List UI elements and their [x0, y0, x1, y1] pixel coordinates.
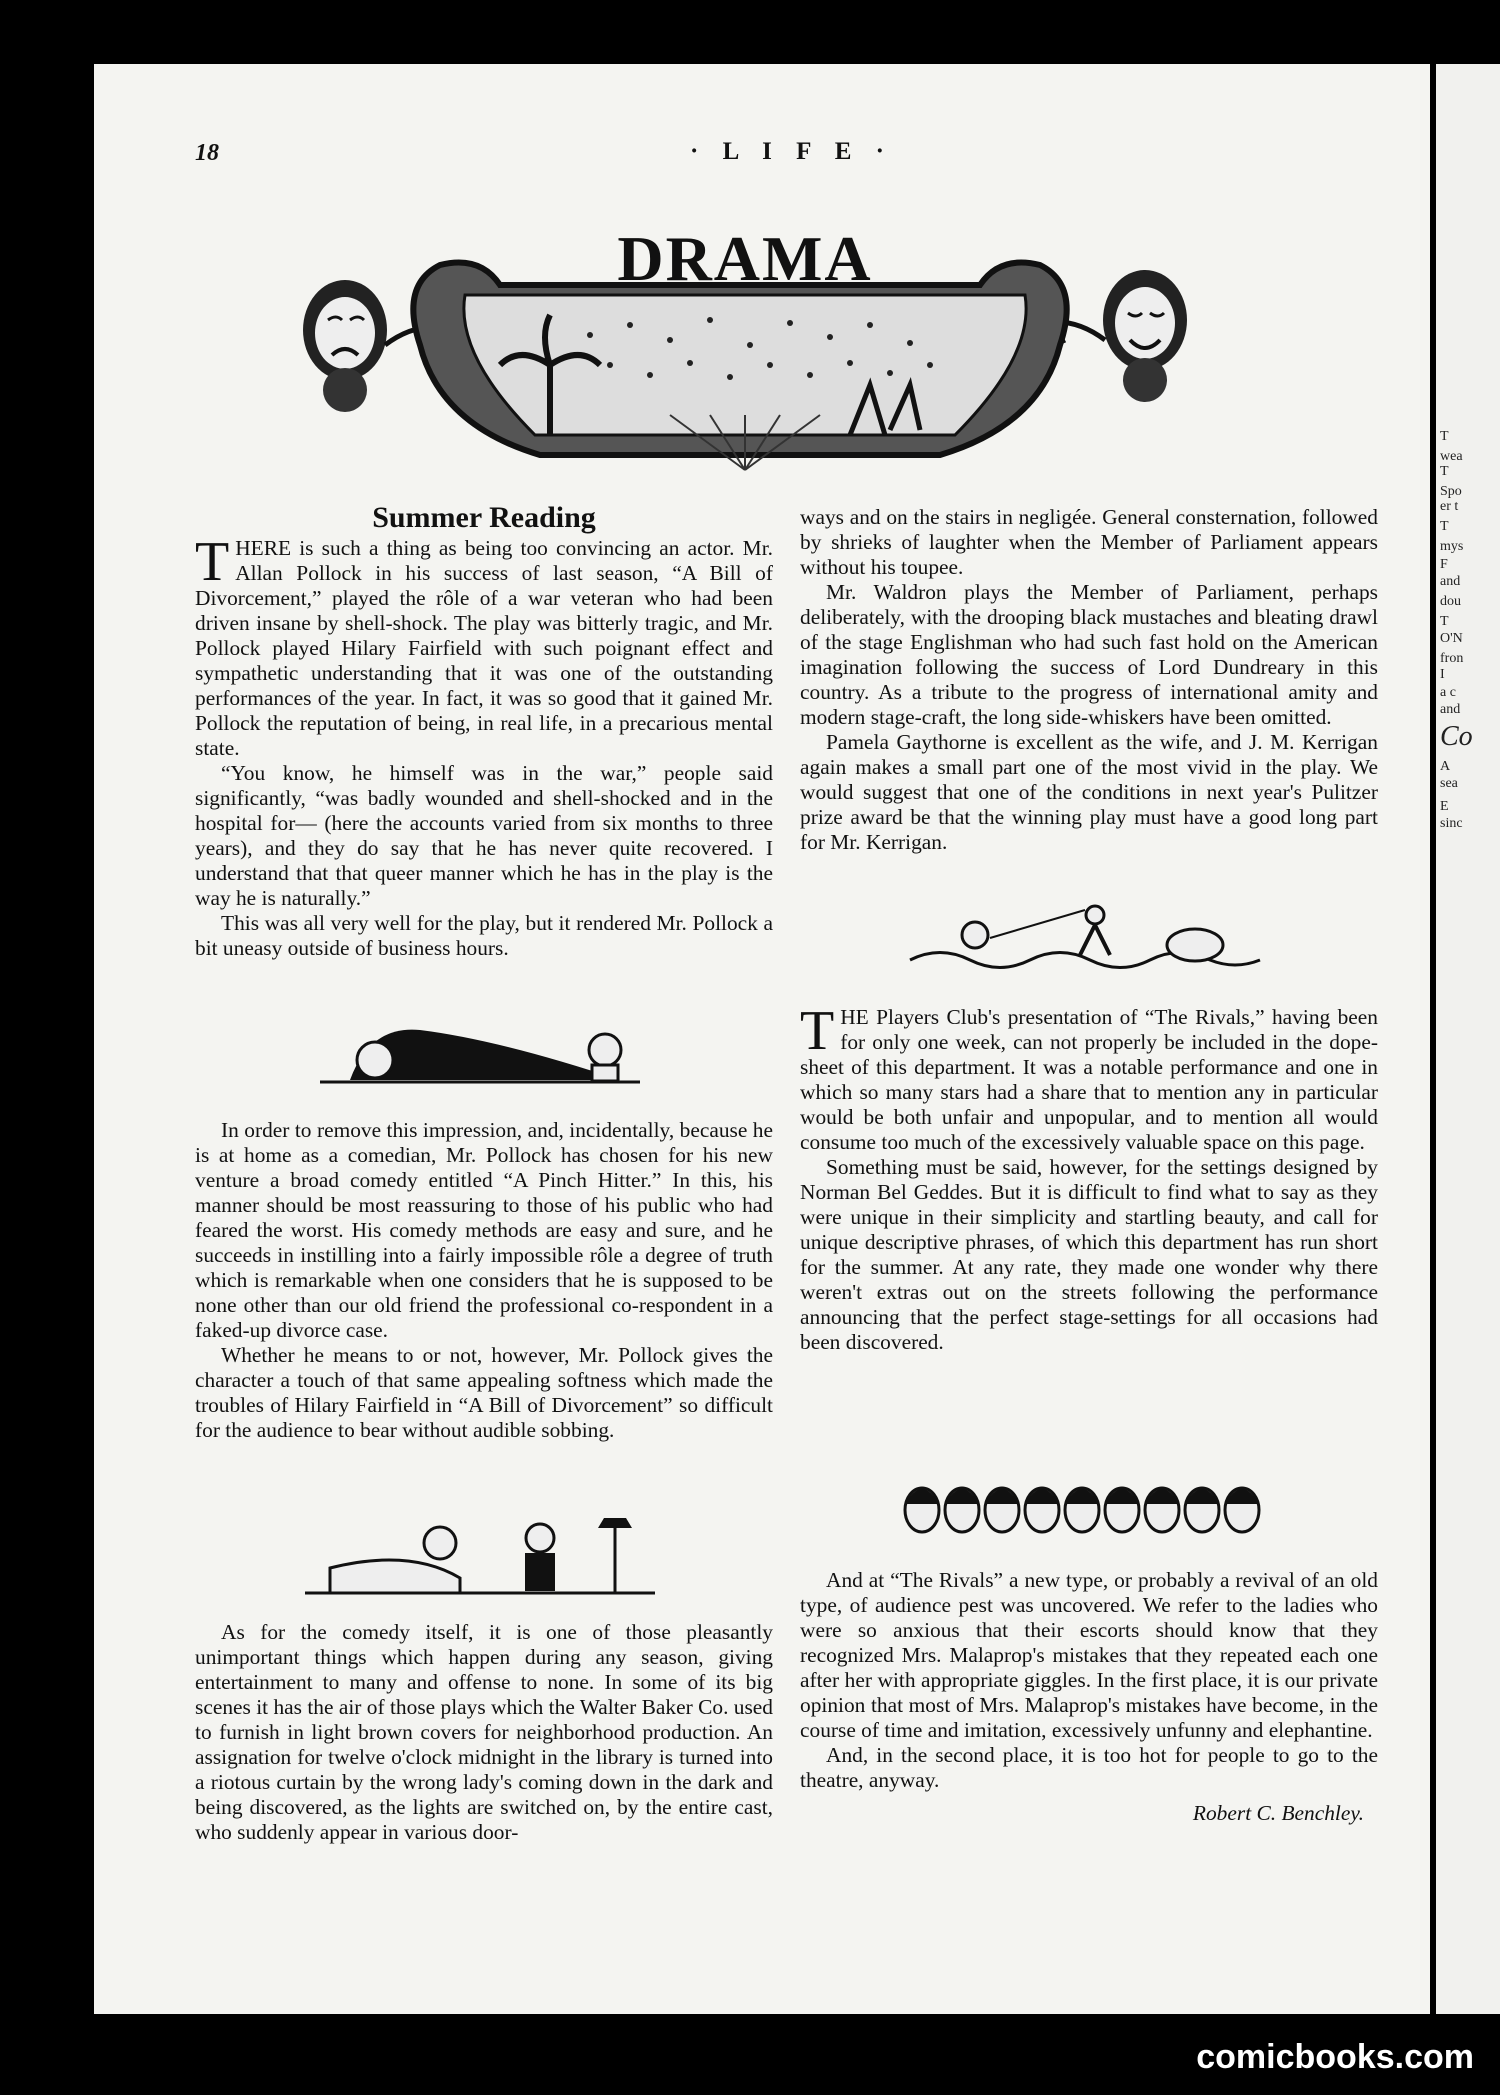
paragraph: [195, 531, 773, 761]
next-page-text-fragment: T: [1440, 429, 1449, 444]
paragraph: [195, 1343, 773, 1443]
paragraph-text: “You know, he himself was in the war,” people said significantly, “was badly wounded and shell-shocked and in the hospital for— (here the accounts varied from six months to three years), and they do say that he has never quite recovered. I understand that that queer manner which he has in the play is the way he is naturally.”: [195, 761, 773, 910]
next-page-text-fragment: mys: [1440, 539, 1464, 554]
next-page-text-fragment: I: [1440, 667, 1445, 682]
paragraph: [800, 730, 1378, 855]
cartoon-couch-scene: [300, 1508, 660, 1603]
next-page-text-fragment: F: [1440, 557, 1448, 572]
hair-mark: [1185, 1489, 1219, 1504]
next-page-text-fragment: wea: [1440, 449, 1463, 464]
next-page-text-fragment: E: [1440, 799, 1449, 814]
paragraph-text: In order to remove this impression, and, incidentally, because he is at home as a comedian, Mr. Pollock has chosen for his new venture a broad comedy entitled “A Pinch Hitter.” In this, his manner should be most reassuring to those of his public who had feared the worst. His comedy methods are easy and sure, and he succeeds in instilling into a fairly impossible rôle a degree of truth which is remarkable when one considers that he is supposed to be none other than our old friend the professional co-respondent in a faked-up divorce case.: [195, 1118, 773, 1342]
paragraph-text: HE Players Club's presentation of “The Rivals,” having been for only one week, can not properly be included in the dope-sheet of this department. It was a notable performance and one in which so many stars had a share that to mention any in particular would be both unfair and unpopular, and to mention all would consume too much of the excessively valuable space on this page.: [800, 1005, 1378, 1154]
cartoon-fencing-duel: [905, 900, 1265, 975]
page-number: 18: [195, 140, 219, 166]
drama-lettering: DRAMA: [617, 223, 873, 294]
column-1-final: [195, 1620, 773, 1845]
paragraph: [195, 1620, 773, 1845]
hair-mark: [985, 1489, 1019, 1504]
paragraph-text: This was all very well for the play, but it rendered Mr. Pollock a bit uneasy outside of business hours.: [195, 911, 773, 960]
paragraph-text: As for the comedy itself, it is one of those pleasantly unimportant things which happen during any season, giving entertainment to many and offense to none. In some of its big scenes it has the air of those plays which the Walter Baker Co. used to furnish in light brown covers for neighborhood production. An assignation for twelve o'clock midnight in the library is turned into a riotous curtain by the wrong lady's coming down in the dark and being discovered, as the lights are switched on, by the entire cast, who suddenly appear in various door-: [195, 1620, 773, 1844]
paragraph: [800, 1743, 1378, 1793]
hair-mark: [1065, 1489, 1099, 1504]
next-page-text-fragment: A: [1440, 759, 1451, 774]
next-page-text-fragment: dou: [1440, 594, 1461, 609]
paragraph: [800, 580, 1378, 730]
cartoon-row-of-faces: [900, 1472, 1280, 1544]
paragraph: [195, 761, 773, 911]
column-2-continued: [800, 1000, 1378, 1355]
drama-header-illustration: [290, 205, 1200, 475]
magazine-title: · L I F E ·: [690, 138, 893, 165]
paragraph: [800, 1000, 1378, 1155]
hair-mark: [1105, 1489, 1139, 1504]
drop-cap: T: [800, 1000, 835, 1062]
next-page-text-fragment: T: [1440, 464, 1449, 479]
next-page-text-fragment: fron: [1440, 651, 1464, 666]
next-page-text-fragment: er t: [1440, 499, 1459, 514]
author-signature: Robert C. Benchley.: [1192, 1801, 1364, 1825]
column-2: [800, 505, 1378, 855]
cartoon-reclining-figure: [300, 1010, 660, 1105]
next-page-text-fragment: sea: [1440, 776, 1458, 791]
next-page-text-fragment: a c: [1440, 685, 1456, 700]
next-page-text-fragment: Spo: [1440, 484, 1462, 499]
article-title: Summer Reading: [372, 501, 596, 534]
hair-mark: [1145, 1489, 1179, 1504]
hair-mark: [945, 1489, 979, 1504]
column-1-continued: [195, 1118, 773, 1443]
column-1: [195, 501, 773, 961]
next-page-text-fragment: and: [1440, 702, 1461, 717]
next-page-text-fragment: O'N: [1440, 631, 1463, 646]
paragraph: [800, 1568, 1378, 1743]
next-page-text-fragment: Co: [1440, 721, 1473, 752]
hair-mark: [1025, 1489, 1059, 1504]
drop-cap: T: [195, 531, 230, 593]
adjacent-page-edge: [1436, 64, 1500, 2014]
next-page-text-fragment: T: [1440, 614, 1449, 629]
paragraph-text: ways and on the stairs in negligée. General consternation, followed by shrieks of laughter when the Member of Parliament appears without his toupee.: [800, 505, 1378, 579]
hair-mark: [905, 1489, 939, 1504]
paragraph-text: Something must be said, however, for the settings designed by Norman Bel Geddes. But it is difficult to find what to say as they were unique in their simplicity and startling beauty, and call for unique descriptive phrases, of which this department has run short for the summer. At any rate, they made one wonder why there weren't extras out on the streets following the performance announcing that the perfect stage-settings for all occasions had been discovered.: [800, 1155, 1378, 1354]
paragraph: [195, 911, 773, 961]
watermark: comicbooks.com: [1196, 2038, 1474, 2076]
next-page-text-fragment: and: [1440, 574, 1461, 589]
paragraph-text: HERE is such a thing as being too convincing an actor. Mr. Allan Pollock in his success of last season, “A Bill of Divorcement,” played the rôle of a war veteran who had been driven insane by shell-shock. The play was bitterly tragic, and Mr. Pollock played Hilary Fairfield with such poignant effect and sympathetic understanding that it was one of the outstanding performances of the year. In fact, it was so good that it gained Mr. Pollock the reputation of being, in real life, in a precarious mental state.: [195, 536, 773, 760]
paragraph: [195, 1118, 773, 1343]
paragraph-text: Mr. Waldron plays the Member of Parliament, perhaps deliberately, with the drooping black mustaches and bleating drawl of the stage Englishman who had such fast hold on the American imagination following the success of Lord Dundreary in this country. As a tribute to the progress of international amity and modern stage-craft, the long side-whiskers have been omitted.: [800, 580, 1378, 729]
next-page-text-fragment: T: [1440, 519, 1449, 534]
hair-mark: [1225, 1489, 1259, 1504]
column-2-final: [800, 1568, 1378, 1826]
next-page-text-fragment: sinc: [1440, 816, 1463, 831]
paragraph-text: Whether he means to or not, however, Mr. Pollock gives the character a touch of that same appealing softness which made the troubles of Hilary Fairfield in “A Bill of Divorcement” so difficult for the audience to bear without audible sobbing.: [195, 1343, 773, 1442]
paragraph-text: And at “The Rivals” a new type, or probably a revival of an old type, of audience pest was uncovered. We refer to the ladies who were so anxious that their escorts should know that they recognized Mrs. Malaprop's mistakes that they repeated each one after her with appropriate giggles. In the first place, it is our private opinion that most of Mrs. Malaprop's mistakes have become, in the course of time and imitation, excessively unfunny and elephantine.: [800, 1568, 1378, 1742]
paragraph-text: Pamela Gaythorne is excellent as the wife, and J. M. Kerrigan again makes a small part one of the most vivid in the play. We would suggest that one of the conditions in next year's Pulitzer prize award be that the winning play must have a good long part for Mr. Kerrigan.: [800, 730, 1378, 854]
paragraph-text: And, in the second place, it is too hot for people to go to the theatre, anyway.: [800, 1743, 1378, 1792]
paragraph: [800, 1155, 1378, 1355]
paragraph: [800, 505, 1378, 580]
